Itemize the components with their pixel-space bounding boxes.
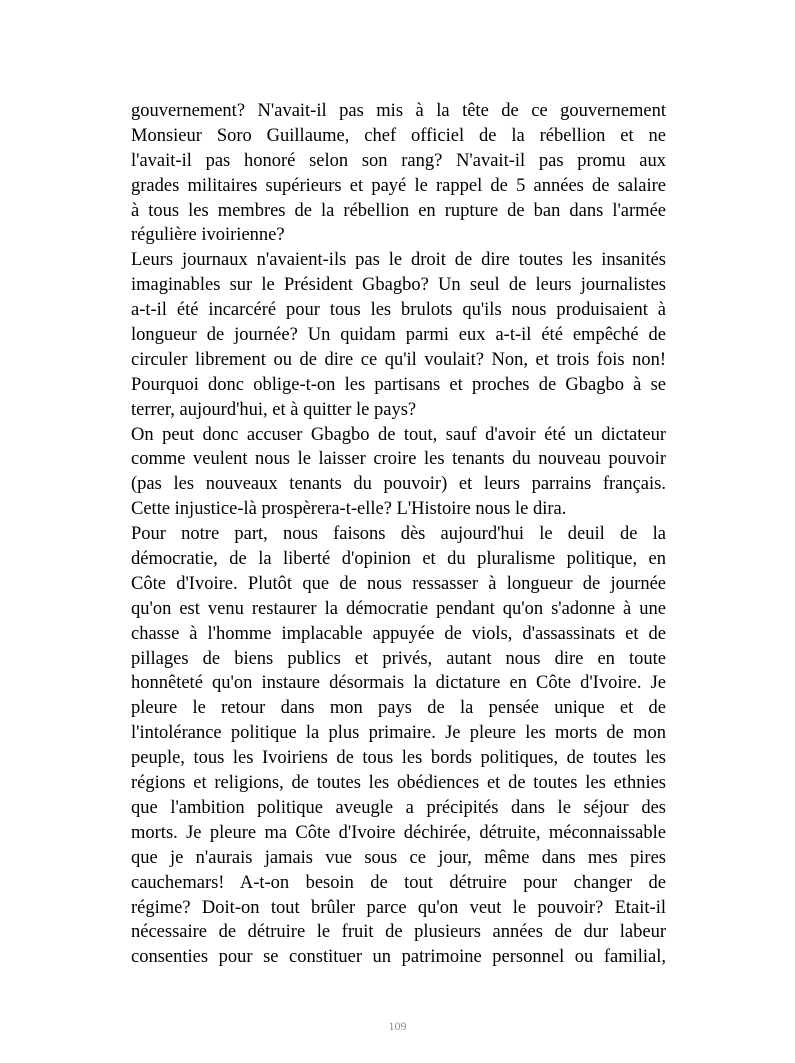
text-line: l'intolérance politique la plus primaire. Je pleure les morts de mon	[131, 723, 666, 744]
text-line: pleure le retour dans mon pays de la pensée unique et de	[131, 698, 666, 719]
text-line: On peut donc accuser Gbagbo de tout, sauf d'avoir été un dictateur	[131, 424, 666, 445]
text-line: régions et religions, de toutes les obédiences et de toutes les ethnies	[131, 773, 666, 794]
text-line: grades militaires supérieurs et payé le rappel de 5 années de salaire	[131, 175, 666, 196]
text-line: consenties pour se constituer un patrimoine personnel ou familial,	[131, 947, 666, 968]
text-line: (pas les nouveaux tenants du pouvoir) et leurs parrains français.	[131, 474, 666, 495]
body-text	[131, 99, 666, 970]
text-line: a-t-il été incarcéré pour tous les brulots qu'ils nous produisaient à	[131, 300, 666, 321]
text-line: régime? Doit-on tout brûler parce qu'on veut le pouvoir? Etait-il	[131, 897, 666, 918]
text-line: peuple, tous les Ivoiriens de tous les bords politiques, de toutes les	[131, 748, 666, 769]
text-line: pillages de biens publics et privés, autant nous dire en toute	[131, 648, 666, 669]
text-line: chasse à l'homme implacable appuyée de viols, d'assassinats et de	[131, 623, 666, 644]
text-line: que je n'aurais jamais vue sous ce jour, même dans mes pires	[131, 847, 666, 868]
text-line: Pour notre part, nous faisons dès aujourd'hui le deuil de la	[131, 524, 666, 545]
text-line: nécessaire de détruire le fruit de plusieurs années de dur labeur	[131, 922, 666, 943]
text-line: régulière ivoirienne?	[131, 225, 285, 246]
text-line: morts. Je pleure ma Côte d'Ivoire déchirée, détruite, méconnaissable	[131, 822, 666, 843]
text-line: terrer, aujourd'hui, et à quitter le pays?	[131, 399, 417, 420]
text-line: l'avait-il pas honoré selon son rang? N'avait-il pas promu aux	[131, 150, 666, 171]
text-line: honnêteté qu'on instaure désormais la dictature en Côte d'Ivoire. Je	[131, 673, 666, 694]
text-line: Leurs journaux n'avaient-ils pas le droit de dire toutes les insanités	[131, 250, 666, 271]
text-line: que l'ambition politique aveugle a précipités dans le séjour des	[131, 797, 666, 818]
text-line: à tous les membres de la rébellion en rupture de ban dans l'armée	[131, 200, 666, 221]
text-line: démocratie, de la liberté d'opinion et du pluralisme politique, en	[131, 549, 666, 570]
text-line: longueur de journée? Un quidam parmi eux a-t-il été empêché de	[131, 325, 666, 346]
text-line: imaginables sur le Président Gbagbo? Un seul de leurs journalistes	[131, 275, 666, 296]
text-line: qu'on est venu restaurer la démocratie pendant qu'on s'adonne à une	[131, 598, 666, 619]
text-line: circuler librement ou de dire ce qu'il voulait? Non, et trois fois non!	[131, 349, 666, 370]
page-number: 109	[388, 1019, 407, 1033]
text-line: Pourquoi donc oblige-t-on les partisans et proches de Gbagbo à se	[131, 374, 666, 395]
text-line: Monsieur Soro Guillaume, chef officiel de la rébellion et ne	[131, 125, 666, 146]
text-line: comme veulent nous le laisser croire les tenants du nouveau pouvoir	[131, 449, 666, 470]
text-line: Côte d'Ivoire. Plutôt que de nous ressasser à longueur de journée	[131, 573, 666, 594]
text-line: cauchemars! A-t-on besoin de tout détruire pour changer de	[131, 872, 666, 893]
text-line: gouvernement? N'avait-il pas mis à la tête de ce gouvernement	[131, 101, 666, 121]
text-line: Cette injustice-là prospèrera-t-elle? L'Histoire nous le dira.	[131, 499, 567, 520]
